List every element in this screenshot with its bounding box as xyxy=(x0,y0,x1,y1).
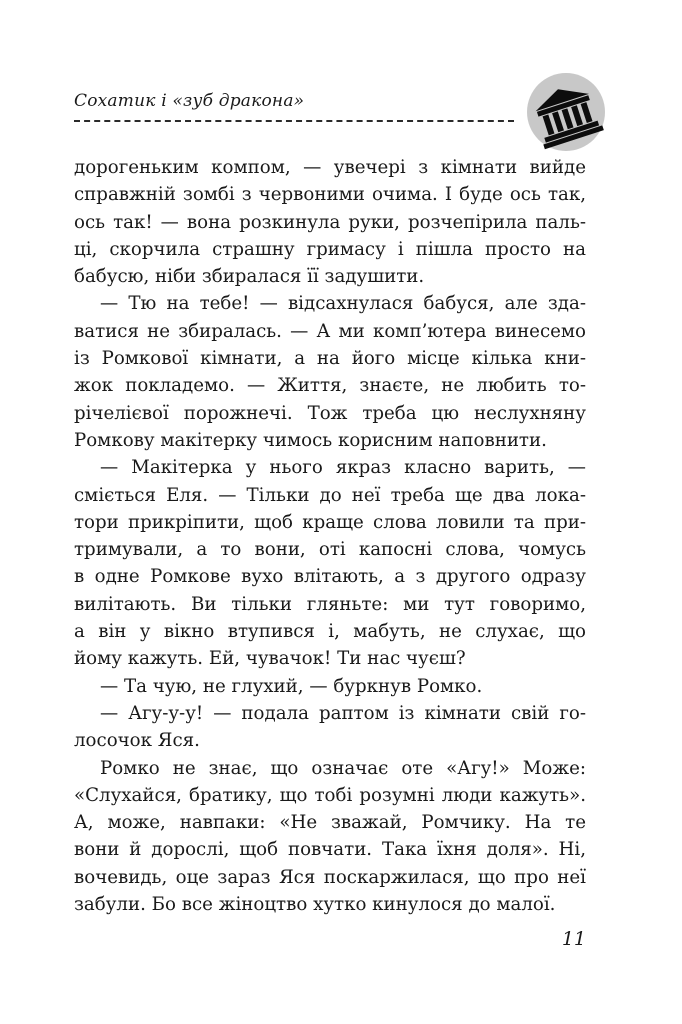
text-line: — Агу-у-у! — подала раптом із кімнати свій го- xyxy=(100,702,586,724)
text-line: йому кажуть. Ей, чувачок! Ти нас чуєш? xyxy=(74,648,466,670)
text-line: Ромко не знає, що означає оте «Агу!» Може: xyxy=(100,757,586,779)
text-line: вочевидь, оце зараз Яся поскаржилася, що про неї xyxy=(74,866,586,888)
running-header xyxy=(74,91,514,131)
header-dashed-rule xyxy=(74,120,514,122)
page-number: 11 xyxy=(561,928,586,950)
text-line: тримували, а то вони, оті капосні слова, чомусь xyxy=(74,539,586,561)
text-line: тори прикріпити, щоб краще слова ловили та при- xyxy=(74,511,586,533)
text-line: а він у вікно втупився і, мабуть, не слухає, що xyxy=(74,621,586,643)
text-line: із Ромкової кімнати, а на його місце кілька кни- xyxy=(74,348,586,370)
paragraph xyxy=(74,755,586,919)
text-line: бабусю, ніби збиралася її задушити. xyxy=(74,266,425,288)
text-line: забули. Бо все жіноцтво хутко кинулося до малої. xyxy=(74,894,556,916)
text-line: дорогеньким компом, — увечері з кімнати вийде xyxy=(74,157,586,178)
paragraph xyxy=(74,673,586,700)
running-title: Сохатик і «зуб дракона» xyxy=(74,91,305,111)
paragraph xyxy=(74,700,586,755)
text-line: «Слухайся, братику, що тобі розумні люди кажуть». xyxy=(74,784,586,806)
text-line: річелієвої порожнечі. Тож треба цю неслухняну xyxy=(74,402,586,424)
text-line: — Та чую, не глухий, — буркнув Ромко. xyxy=(100,675,483,697)
paragraph xyxy=(74,290,586,454)
text-line: вилітають. Ви тільки гляньте: ми тут говоримо, xyxy=(74,593,586,615)
text-line: — Макітерка у нього якраз класно варить, — xyxy=(100,457,586,479)
text-line: вони й дорослі, щоб повчати. Така їхня доля». Ні, xyxy=(74,839,586,861)
paragraph xyxy=(74,154,586,290)
text-line: справжній зомбі з червоними очима. І буде ось так, xyxy=(74,184,586,206)
text-line: ватися не збиралась. — А ми комп’ютера винесемо xyxy=(74,320,586,342)
library-building-icon xyxy=(526,72,606,152)
text-line: в одне Ромкове вухо влітають, а з другого одразу xyxy=(74,566,586,588)
text-line: А, може, навпаки: «Не зважай, Ромчику. На те xyxy=(74,812,586,834)
text-line: Ромкову макітерку чимось корисним наповнити. xyxy=(74,429,547,451)
text-line: ці, скорчила страшну гримасу і пішла просто на xyxy=(74,238,586,260)
text-line: сміється Еля. — Тільки до неї треба ще два лока- xyxy=(74,484,586,506)
paragraph xyxy=(74,454,586,672)
text-line: — Тю на тебе! — відсахнулася бабуся, але зда- xyxy=(100,293,586,315)
text-line: ось так! — вона розкинула руки, розчепірила паль- xyxy=(74,211,586,233)
body-text xyxy=(74,154,586,918)
text-line: жок покладемо. — Життя, знаєте, не любить то- xyxy=(74,375,586,397)
text-line: лосочок Яся. xyxy=(74,730,200,752)
